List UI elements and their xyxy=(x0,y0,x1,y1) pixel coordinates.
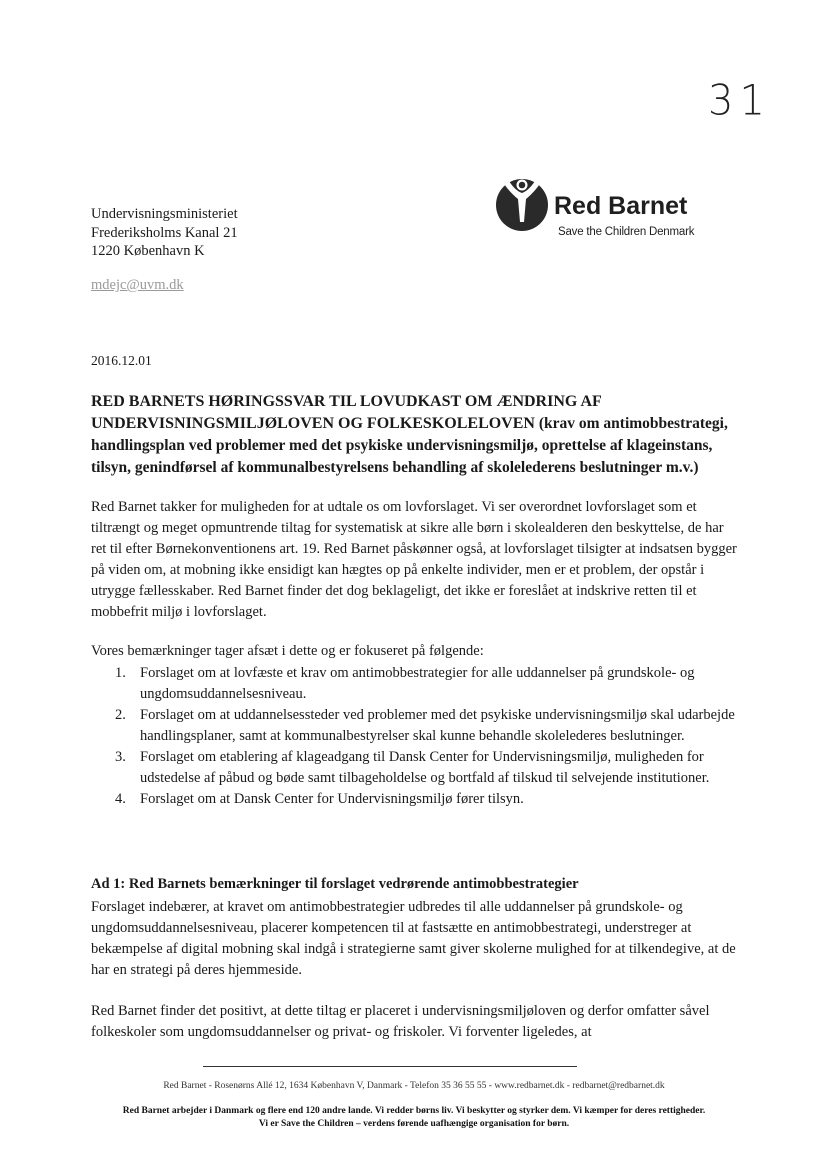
list-item-text: Forslaget om at uddannelsessteder ved problemer med det psykiske undervisningsmiljø skal udarbejde handlingsplaner, samt at kommunalbestyrelser skal kunne behandle skolelederes beslutninger. xyxy=(140,707,735,744)
footer-contact: Red Barnet - Rosenørns Allé 12, 1634 København V, Danmark - Telefon 35 36 55 55 - www.redbarnet.dk - redbarnet@redbarnet.dk xyxy=(163,1081,665,1091)
list-item-text: Forslaget om at Dansk Center for Undervisningsmiljø fører tilsyn. xyxy=(140,791,524,807)
footer-divider xyxy=(203,1066,577,1067)
focus-list xyxy=(91,663,741,810)
list-item xyxy=(91,663,741,705)
list-item-number: 3. xyxy=(115,749,126,765)
recipient-address xyxy=(91,205,238,261)
list-item xyxy=(91,747,741,789)
list-item xyxy=(91,705,741,747)
footer-mission-line-1: Red Barnet arbejder i Danmark og flere end 120 andre lande. Vi redder børns liv. Vi beskytter og styrker dem. Vi kæmper for deres rettigheder. xyxy=(122,1106,706,1116)
intro-paragraph: Red Barnet takker for muligheden for at udtale os om lovforslaget. Vi ser overordnet lovforslaget som et tiltrængt og meget opmuntrende tiltag for systematisk at sikre alle børn i skolealderen den beskyttelse, de har ret til efter Børnekonventionens art. 19. Red Barnet påskønner også, at lovforslaget tilsigter at indsatsen bygger på viden om, at mobning ikke ensidigt kan hægtes op på enkelte individer, men er et problem, der opstår i utrygge fællesskaber. Red Barnet finder det dog beklageligt, det ikke er foreslået at indskrive retten til et mobbefrit miljø i lovforslaget. xyxy=(91,499,737,620)
child-figure-icon xyxy=(494,172,550,234)
recipient-line-3: 1220 København K xyxy=(91,243,205,259)
recipient-line-2: Frederiksholms Kanal 21 xyxy=(91,224,238,241)
red-barnet-logo xyxy=(494,172,724,244)
recipient-line-1: Undervisningsministeriet xyxy=(91,206,238,222)
footer-mission xyxy=(0,1105,828,1130)
footer-mission-line-2: Vi er Save the Children – verdens førende uafhængige organisation for børn. xyxy=(258,1118,570,1129)
list-item-number: 2. xyxy=(115,707,126,723)
list-item-number: 1. xyxy=(115,665,126,681)
title-line-2-caps: UNDERVISNINGSMILJØLOVEN OG FOLKESKOLELOVEN xyxy=(91,415,535,432)
title-line-1: RED BARNETS HØRINGSSVAR TIL LOVUDKAST OM ÆNDRING AF xyxy=(91,393,602,410)
list-item-number: 4. xyxy=(115,791,126,807)
list-item-text: Forslaget om at lovfæste et krav om antimobbestrategier for alle uddannelser på grundskole- og ungdomsuddannelsesniveau. xyxy=(140,665,695,702)
brand-name: Red Barnet xyxy=(554,192,688,220)
section-paragraph: Forslaget indebærer, at kravet om antimobbestrategier udbredes til alle uddannelser på grundskole- og ungdomsuddannelsesniveau, placerer kompetencen til at fastsætte en antimobbestrategi, understreger at bekæmpelse af digital mobning skal indgå i strategierne samt giver skolerne mulighed for at tilkendegive, at de har en strategi på deres hjemmeside. xyxy=(91,899,736,978)
document-date: 2016.12.01 xyxy=(91,353,152,368)
list-intro: Vores bemærkninger tager afsæt i dette og er fokuseret på følgende: xyxy=(91,643,484,659)
brand-tagline: Save the Children Denmark xyxy=(558,226,695,238)
list-item-text: Forslaget om etablering af klageadgang til Dansk Center for Undervisningsmiljø, muligheden for udstedelse af påbud og bøde samt tilbageholdelse og bortfald af tilskud til selvejende institutioner. xyxy=(140,749,710,786)
section-heading: Ad 1: Red Barnets bemærkninger til forslaget vedrørende antimobbestrategier xyxy=(91,876,579,892)
section-paragraph-2: Red Barnet finder det positivt, at dette tiltag er placeret i undervisningsmiljøloven og derfor omfatter såvel folkeskoler som ungdomsuddannelser og privat- og friskoler. Vi forventer ligeledes, at xyxy=(91,1003,710,1040)
recipient-email-link[interactable]: mdejc@uvm.dk xyxy=(91,277,184,293)
handwritten-page-number: 31 xyxy=(708,76,771,126)
list-item xyxy=(91,789,741,810)
title-line-2-rest: (krav om antimobbestrategi, handlingsplan ved problemer med det psykiske undervisningsmiljø, oprettelse af klageinstans, tilsyn, genindførsel af kommunalbestyrelsens behandling af skolelederens beslutninger m.v.) xyxy=(91,415,728,476)
document-title xyxy=(91,391,741,479)
